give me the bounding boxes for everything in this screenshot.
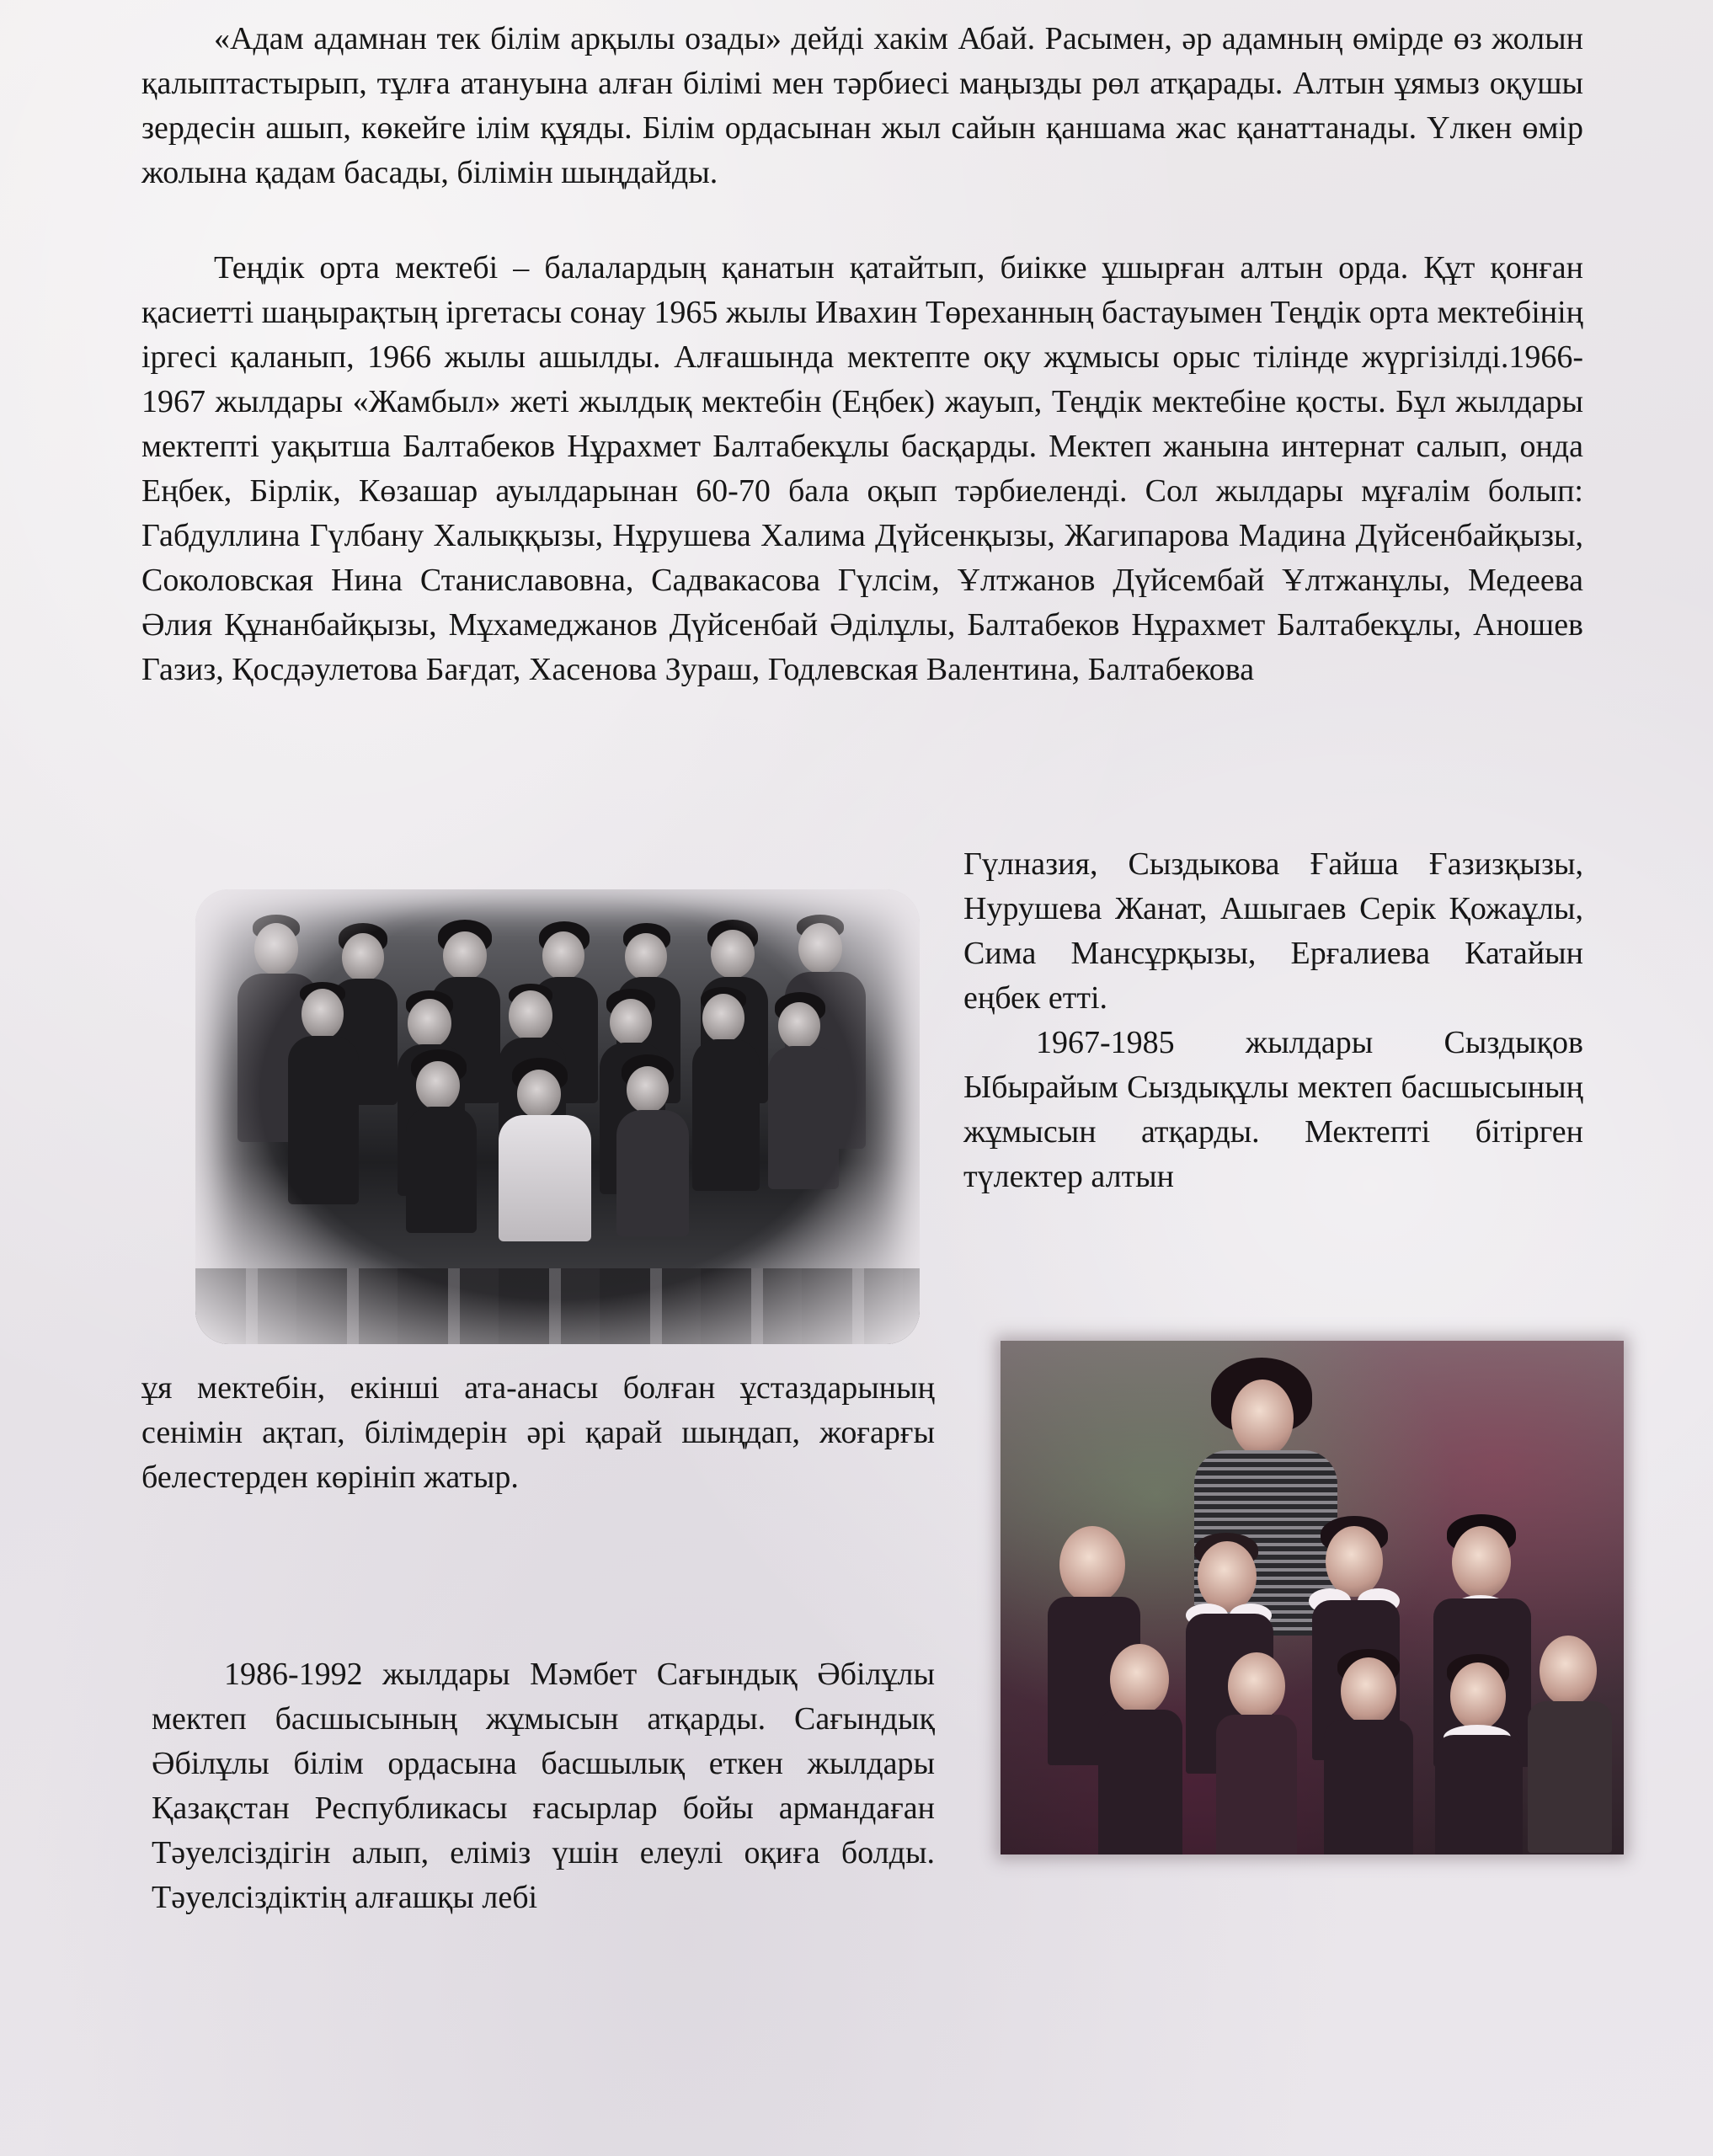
intro-paragraph: «Адам адамнан тек білім арқылы озады» дейді хакім Абай. Расымен, әр адамның өмірде өз жолын қалыптастырып, тұлға атануына алған білімі мен тәрбиесі маңызды рөл атқарады. Алтын ұямыз оқушы зердесін ашып, көкейге ілім құяды. Білім ордасынан жыл сайын қаншама жас қанаттанады. Үлкен өмір жолына қадам басады, білімін шыңдайды.	[141, 21, 1583, 190]
syzdykov-paragraph-continuation: ұя мектебін, екінші ата-анасы болған ұстаздарының сенімін ақтап, білімдерін әрі қарай шыңдап, жоғарғы белестерден көрініп жатыр.	[141, 1370, 935, 1495]
teachers-list-continuation: Гүлназия, Сыздыкова Ғайша Ғазизқызы, Нурушева Жанат, Ашыгаев Серік Қожаұлы, Сима Мансұрқызы, Ерғалиева Катайын еңбек етті.	[963, 846, 1583, 1016]
class-group-photo	[1001, 1341, 1624, 1854]
right-column-text	[963, 842, 1583, 1199]
syzdykov-paragraph: 1967-1985 жылдары Сыздықов Ыбырайым Сыздықұлы мектеп басшысының жұмысын атқарды. Мектепті бітірген түлектер алтын	[963, 1025, 1583, 1194]
school-history-paragraph: Теңдік орта мектебі – балалардың қанатын қатайтып, биікке ұшырған алтын орда. Құт қонған қасиетті шаңырақтың іргетасы сонау 1965 жылы Ивахин Төреханның бастауымен Теңдік орта мектебінің іргесі қаланып, 1966 жылы ашылды. Алғашында мектепте оқу жұмысы орыс тілінде жүргізілді.1966-1967 жылдары «Жамбыл» жеті жылдық мектебін (Еңбек) жауып, Теңдік мектебіне қосты. Бұл жылдары мектепті уақытша Балтабеков Нұрахмет Балтабекұлы басқарды. Мектеп жанына интернат салып, онда Еңбек, Бірлік, Көзашар ауылдарынан 60-70 бала оқып тәрбиеленді. Сол жылдары мұғалім болып: Габдуллина Гүлбану Халыққызы, Нұрушева Халима Дүйсенқызы, Жагипарова Мадина Дүйсенбайқызы, Соколовская Нина Станиславовна, Садвакасова Гүлсім, Ұлтжанов Дүйсембай Ұлтжанұлы, Медеева Әлия Құнанбайқызы, Мұхамеджанов Дүйсенбай Әділұлы, Балтабеков Нұрахмет Балтабекұлы, Аношев Газиз, Қосдәулетова Бағдат, Хасенова Зураш, Годлевская Валентина, Балтабекова	[141, 250, 1583, 687]
photo-vignette	[195, 889, 920, 1344]
mambet-paragraph: 1986-1992 жылдары Мәмбет Сағындық Әбілұлы мектеп басшысының жұмысын атқарды. Сағындық Әбілұлы білім ордасына басшылық еткен жылдары Қазақстан Республикасы ғасырлар бойы армандаған Тәуелсіздігін алып, еліміз үшін елеулі оқиға болды. Тәуелсіздіктің алғашқы лебі	[152, 1657, 935, 1915]
staff-group-photo	[195, 889, 920, 1344]
